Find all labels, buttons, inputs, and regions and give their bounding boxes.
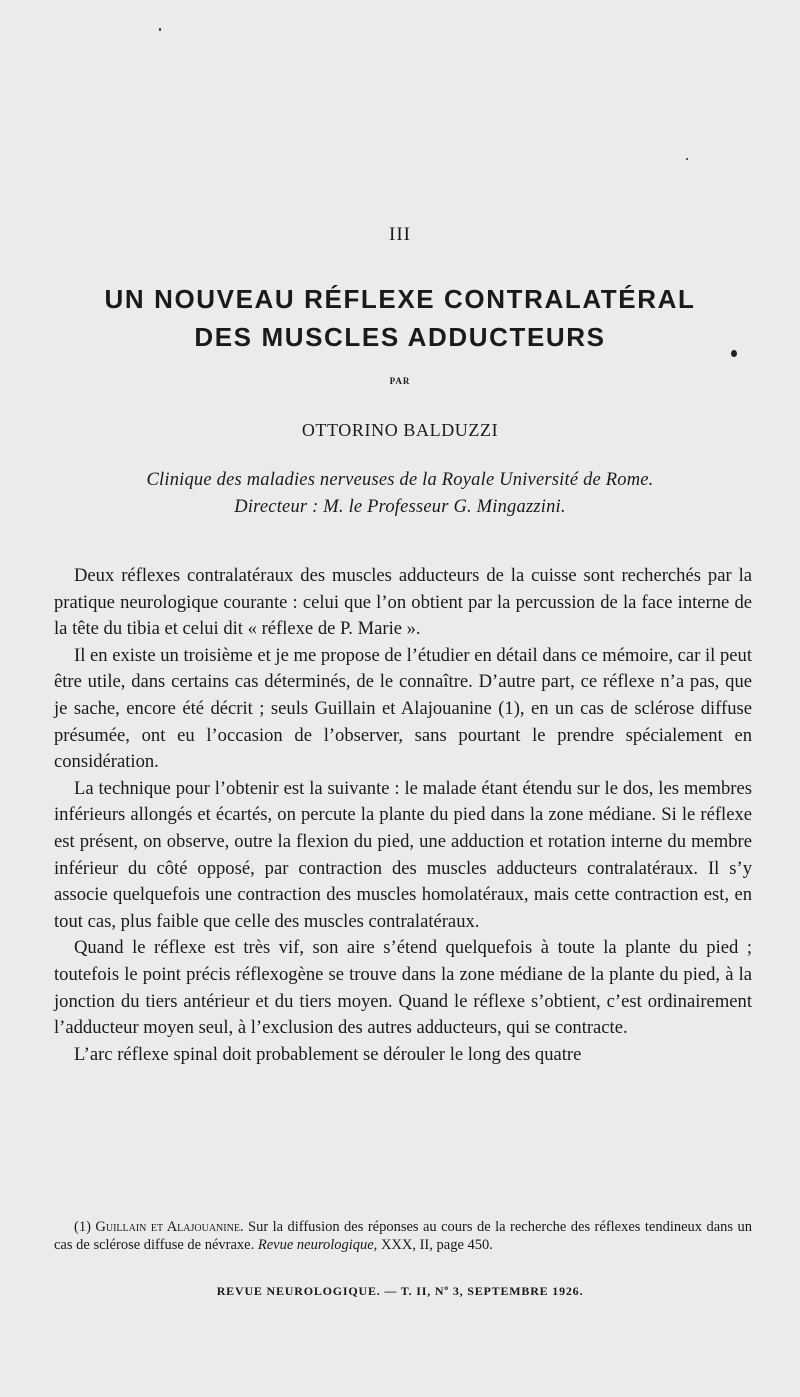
affiliation [0,467,800,521]
footnote-text: Sur la diffusion des réponses au cours de la recherche des réflexes tendineux dans un cas de sclérose diffuse de névraxe. [54,1219,753,1253]
body-paragraph: Deux réflexes contralatéraux des muscles adducteurs de la cuisse sont recherchés par la pratique neurologique courante : celui que l’on obtient par la percussion de la face interne de la tête du tibia et celui dit « réflexe de P. Marie ». [54,565,752,640]
section-number: III [389,224,411,245]
title-line-2: DES MUSCLES ADDUCTEURS [194,322,606,352]
title-line-1: UN NOUVEAU RÉFLEXE CONTRALATÉRAL [104,284,696,314]
body-paragraph: Il en existe un troisième et je me propose de l’étudier en détail dans ce mémoire, car il peut être utile, dans certains cas déterminés, de le connaître. D’autre part, ce réflexe n’a pas, que je sache, encore été décrit ; seuls Guillain et Alajouanine (1), en un cas de sclérose diffuse présumée, ont eu l’occasion de l’observer, sans pourtant le prendre spécialement en considération. [54,644,752,773]
article-body [54,563,752,1068]
footnote-journal: Revue neurologique, [257,1236,378,1253]
footnote-authors: Guillain et Alajouanine. [95,1219,244,1235]
body-paragraph: Quand le réflexe est très vif, son aire s’étend quelquefois à toute la plante du pied ; toutefois le point précis réflexogène se trouve dans la zone médiane de la plante du pied, à la jonction du tiers antérieur et du tiers moyen. Quand le réflexe s’obtient, c’est ordinairement l’adducteur moyen seul, à l’exclusion des autres adducteurs, qui se contracte. [54,937,752,1039]
affiliation-line-1: Clinique des maladies nerveuses de la Royale Université de Rome. [146,470,654,490]
affiliation-line-2: Directeur : M. le Professeur G. Mingazzini. [234,497,566,517]
ink-speck [731,350,737,357]
footnote-marker: (1) [74,1219,91,1235]
body-paragraph: La technique pour l’obtenir est la suivante : le malade étant étendu sur le dos, les membres inférieurs allongés et écartés, on percute la plante du pied dans la zone médiane. Si le réflexe est présent, on observe, outre la flexion du pied, une adduction et rotation interne du membre inférieur du côté opposé, par contraction des muscles adducteurs contralatéraux. Il s’y associe quelquefois une contraction des muscles homolatéraux, mais cette contraction est, en tout cas, plus faible que celle des muscles contralatéraux. [54,777,752,932]
footnote [54,1219,752,1254]
article-title [0,280,800,356]
ink-speck [159,28,161,31]
footnote-reference: XXX, II, page 450. [380,1236,493,1253]
ink-speck [686,158,688,160]
body-paragraph: L’arc réflexe spinal doit probablement se dérouler le long des quatre [74,1043,582,1065]
running-footer: REVUE NEUROLOGIQUE. — T. II, Nº 3, SEPTEMBRE 1926. [216,1284,584,1298]
author-name: OTTORINO BALDUZZI [301,420,499,440]
by-label: PAR [389,376,411,386]
